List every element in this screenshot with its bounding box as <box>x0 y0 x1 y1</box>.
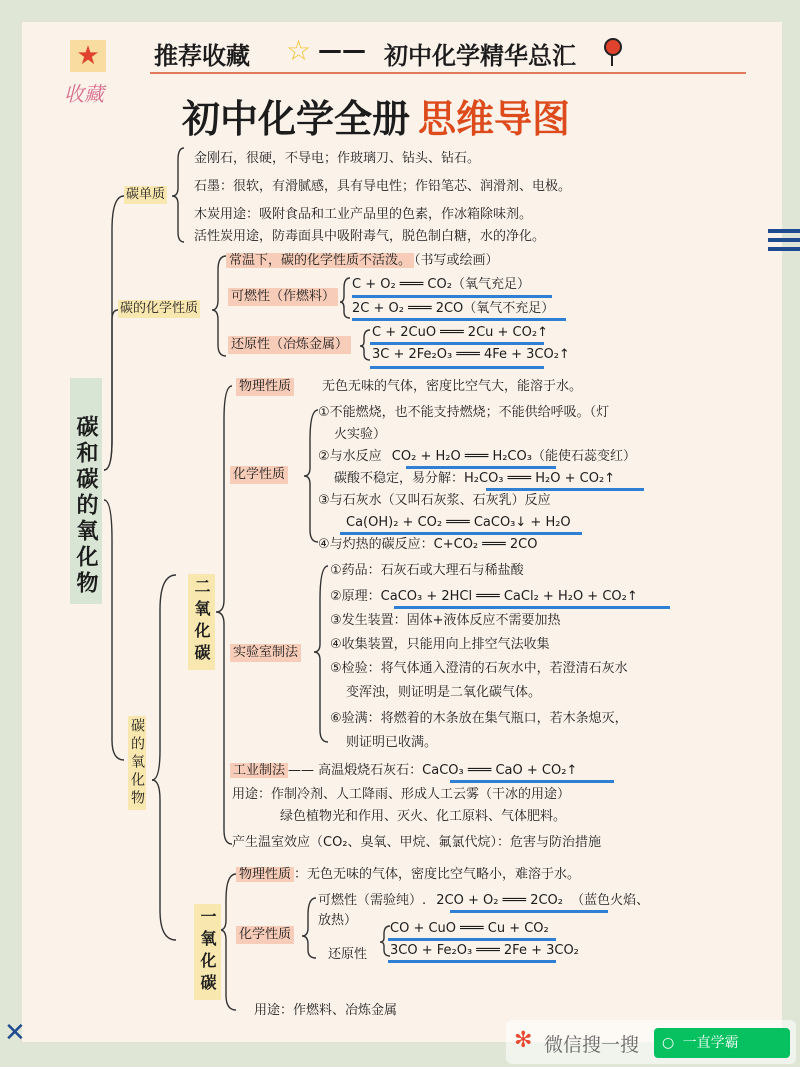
co-phys-label: 物理性质 <box>236 867 294 882</box>
header-dash: —— <box>318 36 366 64</box>
co2-lab-2-eq: CaCO₃ + 2HCl ═══ CaCl₂ + H₂O + CO₂↑ <box>380 589 638 604</box>
carbon-stable-text: 常温下，碳的化学性质不活泼。 <box>226 253 414 268</box>
sparkle-icon: ✕ <box>4 1018 26 1048</box>
co-combust <box>318 892 649 910</box>
co2-industry-label: 工业制法 <box>230 763 288 778</box>
carbon-simple-line-3: 木炭用途：吸附食品和工业产品里的色素，作冰箱除味剂。 <box>194 207 533 222</box>
carbon-simple-line-4: 活性炭用途，防毒面具中吸附毒气，脱色制白糖，水的净化。 <box>194 229 546 244</box>
underline-industry <box>450 780 614 783</box>
co2-chem-2b-eq: H₂CO₃ ═══ H₂O + CO₂↑ <box>464 471 616 486</box>
carbon-combust-eq1-note: （氧气充足） <box>451 277 530 292</box>
carbon-combust-eq2-text: 2C + O₂ ═══ 2CO <box>352 301 464 316</box>
co2-phys-text: 无色无味的气体，密度比空气大，能溶于水。 <box>322 379 583 394</box>
underline-reduce-1 <box>370 342 544 345</box>
underline-combust-1 <box>352 295 552 298</box>
carbon-combust-eq1 <box>352 276 530 294</box>
wechat-search-text: 微信搜一搜 <box>544 1034 640 1056</box>
co2-label: 二氧化碳 <box>188 574 215 670</box>
underline-limewater <box>340 532 582 535</box>
wechat-logo-icon: ✻ <box>514 1028 533 1053</box>
co-chem-label: 化学性质 <box>236 926 294 944</box>
underline-co-combust <box>450 910 608 913</box>
co2-chem-2-eq: CO₂ + H₂O ═══ H₂CO₃ <box>391 449 532 464</box>
co2-use-b: 绿色植物光和作用、灭火、化工原料、气体肥料。 <box>280 809 567 824</box>
co-phys <box>236 866 580 884</box>
co2-chem-1a: ①不能燃烧，也不能支持燃烧；不能供给呼吸。（灯 <box>318 405 610 420</box>
account-button[interactable] <box>654 1028 790 1058</box>
carbon-stable-note: （书写或绘画） <box>414 253 499 268</box>
root-node: 碳和碳的氧化物 <box>70 378 102 604</box>
search-icon: ○ <box>662 1035 675 1051</box>
underline-lab <box>394 606 670 609</box>
co2-lab-2-label: ②原理： <box>330 589 381 604</box>
co-combust-eq: 2CO + O₂ ═══ 2CO₂ <box>436 893 563 908</box>
co2-chem-2b <box>334 470 615 488</box>
carbon-combust-eq1-text: C + O₂ ═══ CO₂ <box>352 277 452 292</box>
carbon-combust-eq2-note: （氧气不充足） <box>463 301 555 316</box>
co-combust-note: （蓝色火焰、 <box>571 893 650 908</box>
header-left-text: 推荐收藏 <box>154 42 250 70</box>
co2-chem-4 <box>318 536 537 554</box>
co2-use-a: 用途：作制冷剂、人工降雨、形成人工云雾（干冰的用途） <box>232 787 571 802</box>
co2-lab-6b: 则证明已收满。 <box>346 735 438 750</box>
co-combust-label: 可燃性（需验纯）. <box>318 893 427 908</box>
underline-carbonic <box>486 488 644 491</box>
co2-chem-3: ③与石灰水（又叫石灰浆、石灰乳）反应 <box>318 493 551 508</box>
co2-industry-text: —— 高温煅烧石灰石： <box>288 763 423 778</box>
co2-lab-5b: 变浑浊，则证明是二氧化碳气体。 <box>346 685 542 700</box>
carbon-simple-line-2: 石墨：很软，有滑腻感，具有导电性；作铅笔芯、润滑剂、电极。 <box>194 179 572 194</box>
co2-lab-6a: ⑥验满：将燃着的木条放在集气瓶口，若木条熄灭， <box>330 711 628 726</box>
co2-industry <box>230 762 577 780</box>
underline-co-reduce-1 <box>388 938 556 941</box>
co2-phys-label: 物理性质 <box>236 378 294 396</box>
co2-lab-label: 实验室制法 <box>230 644 301 662</box>
co2-lab-4: ④收集装置，只能用向上排空气法收集 <box>330 637 550 652</box>
co-phys-text: ：无色无味的气体，密度比空气略小，难溶于水。 <box>294 867 581 882</box>
co2-chem-4-eq: C+CO₂ ═══ 2CO <box>433 537 538 552</box>
co2-chem-2b-label: 碳酸不稳定，易分解： <box>334 471 465 486</box>
carbon-combust-label: 可燃性（作燃料） <box>228 288 338 306</box>
co2-greenhouse: 产生温室效应（CO₂、臭氧、甲烷、氟氯代烷）：危害与防治措施 <box>232 835 602 850</box>
co2-chem-3-eq: Ca(OH)₂ + CO₂ ═══ CaCO₃↓ + H₂O <box>346 515 571 530</box>
underline-co2-water <box>406 466 556 469</box>
carbon-simple-line-1: 金刚石，很硬，不导电；作玻璃刀、钻头、钻石。 <box>194 151 481 166</box>
co2-industry-eq: CaCO₃ ═══ CaO + CO₂↑ <box>422 763 578 778</box>
header-star-badge: ★ <box>70 40 106 72</box>
title-orange: 思维导图 <box>418 97 571 141</box>
title-black: 初中化学全册 <box>182 97 411 141</box>
carbon-simple-label: 碳单质 <box>126 187 166 202</box>
co2-chem-1b: 火实验） <box>334 427 387 442</box>
carbon-reduce-eq2: 3C + 2Fe₂O₃ ═══ 4Fe + 3CO₂↑ <box>372 347 570 362</box>
co2-lab-5a: ⑤检验：将气体通入澄清的石灰水中，若澄清石灰水 <box>330 661 628 676</box>
header-star-icon: ☆ <box>286 34 312 67</box>
header-badge: 收藏 <box>64 82 104 106</box>
underline-co-reduce-2 <box>388 960 556 963</box>
co-label: 一氧化碳 <box>194 904 221 1000</box>
co-combust-note2: 放热） <box>318 913 358 928</box>
carbon-reduce-eq1: C + 2CuO ═══ 2Cu + CO₂↑ <box>372 325 548 340</box>
co2-chem-label: 化学性质 <box>230 466 288 484</box>
co2-lab-1: ①药品：石灰石或大理石与稀盐酸 <box>330 563 524 578</box>
co2-chem-2 <box>318 448 636 466</box>
co-reduce-eq1: CO + CuO ═══ Cu + CO₂ <box>390 921 549 936</box>
co2-chem-2-label: ②与水反应 <box>318 449 382 464</box>
co2-chem-4-label: ④与灼热的碳反应： <box>318 537 434 552</box>
carbon-combust-eq2 <box>352 300 554 318</box>
oxides-label: 碳的氧化物 <box>129 718 145 808</box>
carbon-chem-label: 碳的化学性质 <box>120 301 199 316</box>
co-use: 用途：作燃料、冶炼金属 <box>254 1003 398 1018</box>
underline-reduce-2 <box>370 366 544 369</box>
co2-lab-3: ③发生装置：固体+液体反应不需要加热 <box>330 613 561 628</box>
co-reduce-eq2: 3CO + Fe₂O₃ ═══ 2Fe + 3CO₂ <box>390 943 579 958</box>
carbon-reduce-label: 还原性（冶炼金属） <box>228 336 351 354</box>
carbon-stable <box>226 252 499 270</box>
account-name: 一直学霸 <box>682 1035 739 1051</box>
co-reduce-label: 还原性 <box>328 947 368 962</box>
co2-lab-2 <box>330 588 638 606</box>
header-right-text: 初中化学精华总汇 <box>384 42 576 70</box>
co2-chem-2-note: （能使石蕊变红） <box>531 449 636 464</box>
underline-combust-2 <box>352 318 566 321</box>
